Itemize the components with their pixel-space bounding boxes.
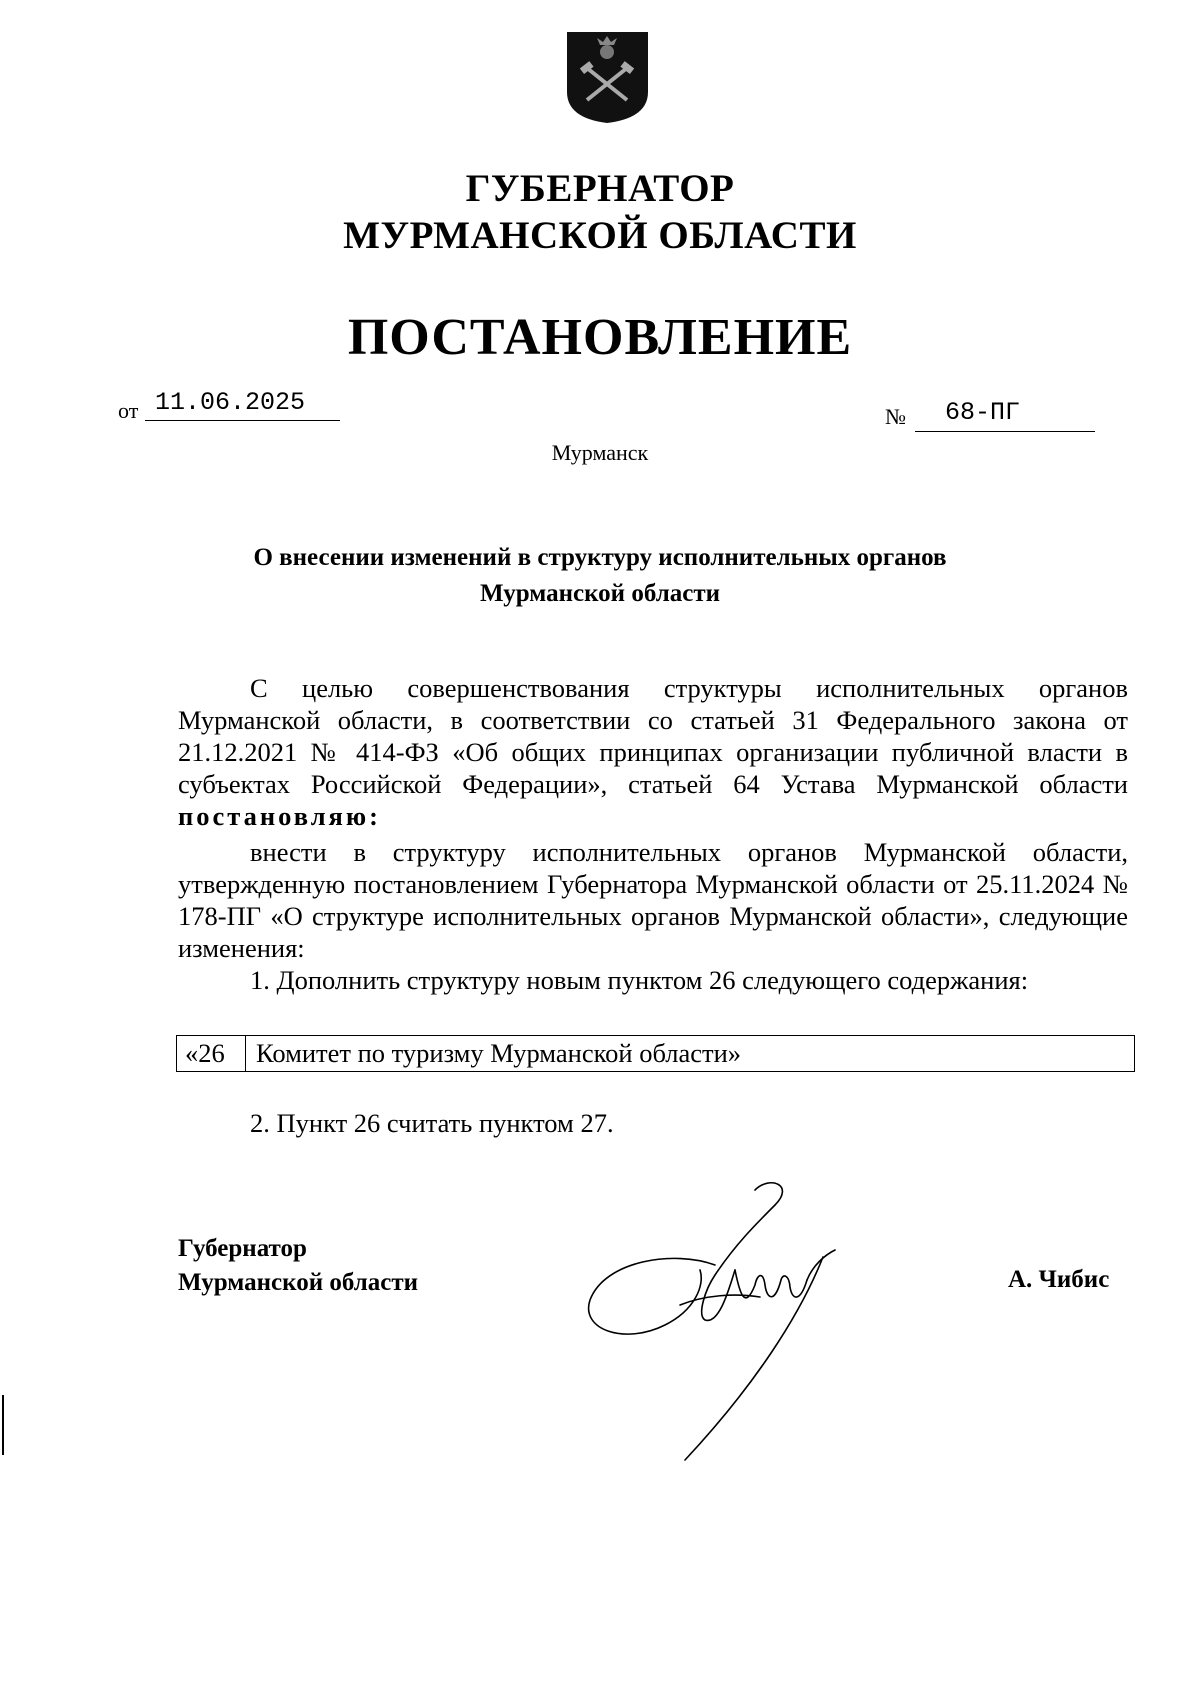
number-label: №	[885, 404, 906, 429]
signatory-name: А. Чибис	[1008, 1266, 1110, 1293]
city: Мурманск	[551, 440, 649, 465]
authority-heading	[0, 165, 1200, 259]
authority-line-1: ГУБЕРНАТОР	[465, 167, 735, 210]
document-type: ПОСТАНОВЛЕНИЕ	[347, 309, 853, 366]
list-item-1: 1. Дополнить структуру новым пунктом 26 следующего содержания:	[250, 965, 1029, 995]
signatory-title-line-2: Мурманской области	[178, 1269, 419, 1296]
authority-line-2: МУРМАНСКОЙ ОБЛАСТИ	[343, 214, 857, 257]
handwritten-signature	[585, 1175, 885, 1465]
preamble-paragraph	[178, 672, 1128, 832]
table-cell-number: «26	[177, 1036, 246, 1071]
instruction-block	[178, 836, 1128, 996]
signatory-title-line-1: Губернатор	[178, 1235, 307, 1262]
coat-of-arms-icon	[565, 30, 650, 125]
amendment-table	[176, 1035, 1135, 1072]
date-underline	[145, 420, 340, 421]
subject-line-2: Мурманской области	[479, 580, 721, 607]
table-cell-text: Комитет по туризму Мурманской области»	[256, 1038, 742, 1068]
number-underline	[915, 431, 1095, 432]
preamble-block	[178, 672, 1128, 832]
list-item-2: 2. Пункт 26 считать пунктом 27.	[250, 1108, 614, 1138]
document-number: 68-ПГ	[945, 398, 1021, 427]
subject-line-1: О внесении изменений в структуру исполнительных органов	[253, 544, 947, 571]
preamble-text: С целью совершенствования структуры исполнительных органов Мурманской области, в соответствии со статьей 31 Федерального закона от 21.12.2021 № 414-ФЗ «Об общих принципах организации публичной власти в субъектах Российской Федерации», статьей 64 Устава Мурманской области	[178, 673, 1128, 799]
signatory-title	[178, 1232, 418, 1300]
date-label: от	[118, 398, 139, 423]
instruction-paragraph: внести в структуру исполнительных органов Мурманской области, утвержденную постановлением Губернатора Мурманской области от 25.11.2024 № 178-ПГ «О структуре исполнительных органов Мурманской области», следующие изменения:	[178, 837, 1128, 963]
document-subject	[0, 540, 1200, 612]
scan-edge-mark	[2, 1395, 4, 1455]
document-date: 11.06.2025	[155, 388, 306, 417]
decree-word: постановляю:	[178, 801, 381, 831]
